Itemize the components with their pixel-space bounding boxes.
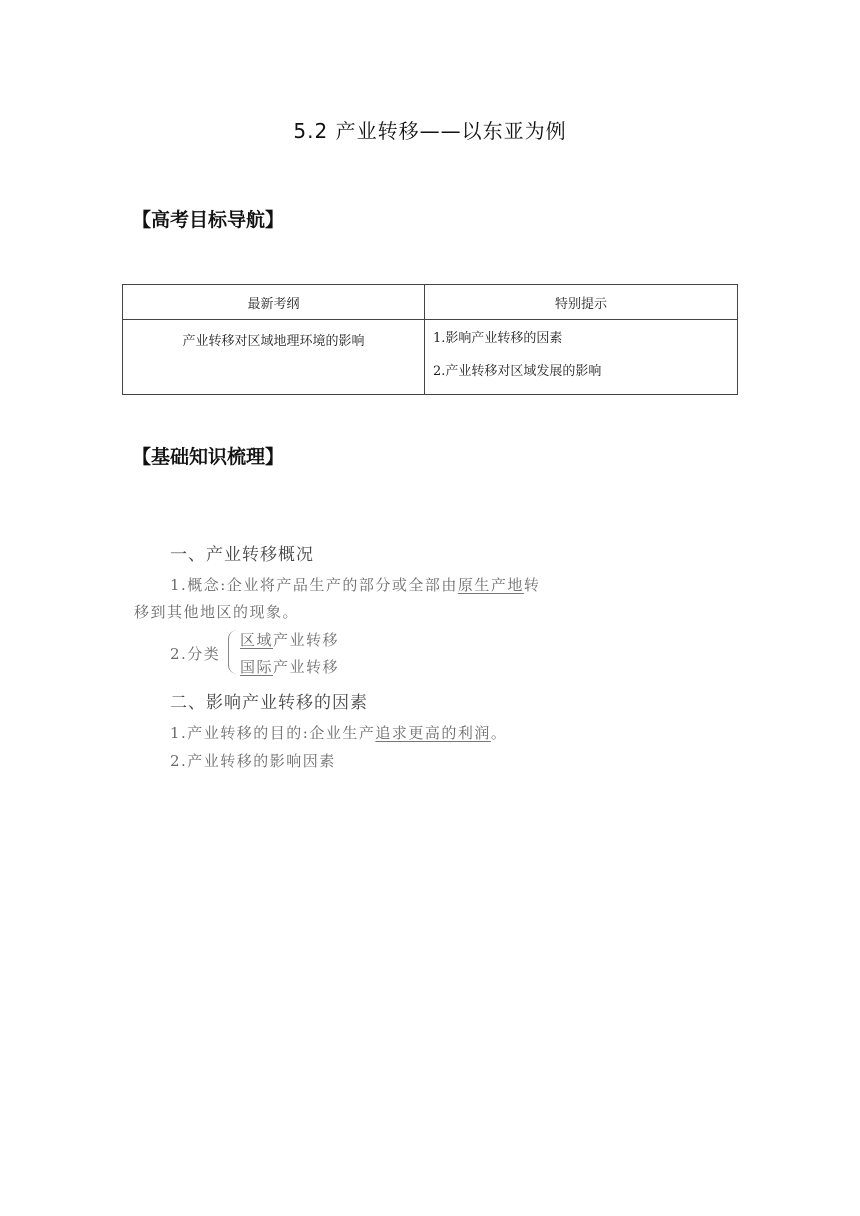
- classify-item-international: [240, 656, 339, 677]
- page-title: 5.2 产业转移——以东亚为例: [293, 119, 567, 143]
- concept-underlined: 原生产地: [457, 576, 524, 594]
- factors-line: 2.产业转移的影响因素: [170, 752, 336, 770]
- purpose-prefix: 1.产业转移的目的:企业生产: [170, 724, 376, 742]
- purpose-suffix: 。: [490, 724, 508, 742]
- classify-item-regional: [240, 629, 339, 650]
- table-header-syllabus: 最新考纲: [123, 285, 425, 320]
- classify-label: 2.分类: [170, 645, 221, 663]
- section-heading-exam-goals: 【高考目标导航】: [132, 209, 285, 231]
- classify-item1-rest: 产业转移: [273, 631, 340, 649]
- brace-shape: [228, 630, 237, 674]
- concept-prefix: 1.概念:企业将产品生产的部分或全部由: [170, 576, 458, 594]
- table-cell-syllabus: 产业转移对区域地理环境的影响: [123, 320, 425, 395]
- part2-heading: 二、影响产业转移的因素: [170, 693, 368, 713]
- purpose-underlined: 追求更高的利润: [375, 724, 491, 742]
- classify-item1-underlined: 区域: [240, 631, 274, 649]
- tip-item: 2.产业转移对区域发展的影响: [433, 364, 602, 379]
- tip-item: 1.影响产业转移的因素: [433, 331, 563, 346]
- purpose-line: [170, 722, 507, 743]
- classify-item2-rest: 产业转移: [273, 658, 340, 676]
- part1-heading: 一、产业转移概况: [170, 545, 314, 565]
- classify-item2-underlined: 国际: [240, 658, 274, 676]
- concept-line: [170, 574, 540, 595]
- table-header-tips: 特别提示: [425, 285, 738, 320]
- concept-suffix: 转: [523, 576, 541, 594]
- concept-line-2: 移到其他地区的现象。: [134, 603, 300, 621]
- section-heading-basic-knowledge: 【基础知识梳理】: [132, 446, 285, 468]
